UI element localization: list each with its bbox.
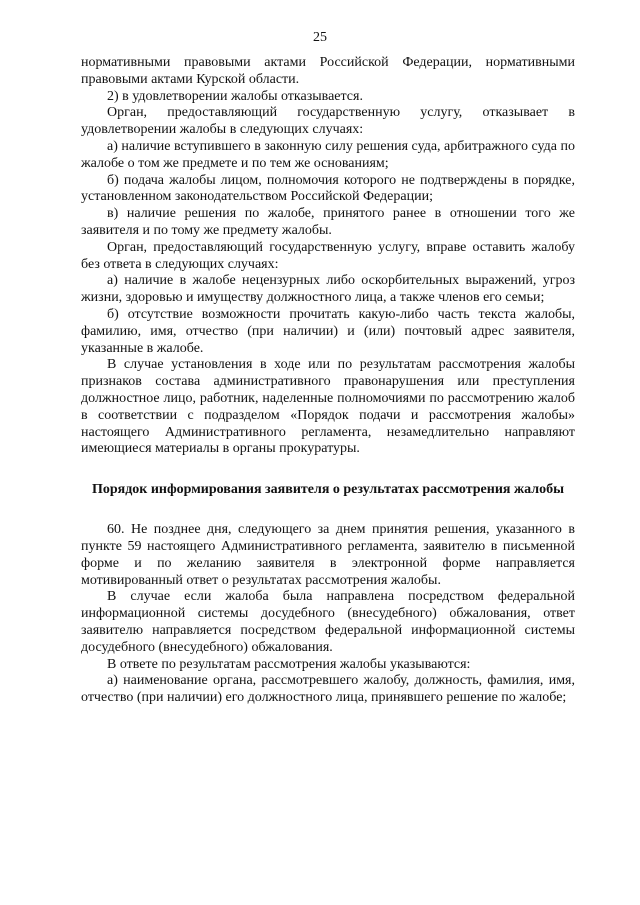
paragraph: В случае если жалоба была направлена посредством федеральной информационной системы досудебного (внесудебного) обжалования, ответ заявителю направляется посредством федеральной информационной системы досудебного (внесудебного) обжалования. — [81, 589, 575, 655]
paragraph: Орган, предоставляющий государственную услугу, вправе оставить жалобу без ответа в следующих случаях: — [81, 239, 575, 272]
paragraph: а) наличие вступившего в законную силу решения суда, арбитражного суда по жалобе о том же предмете и по тем же основаниям; — [81, 138, 575, 171]
paragraph: Орган, предоставляющий государственную услугу, отказывает в удовлетворении жалобы в следующих случаях: — [81, 105, 575, 138]
paragraph: В ответе по результатам рассмотрения жалобы указываются: — [107, 656, 471, 672]
section-heading: Порядок информирования заявителя о результатах рассмотрения жалобы — [91, 482, 565, 498]
paragraph: в) наличие решения по жалобе, принятого ранее в отношении того же заявителя и по тому же предмету жалобы. — [81, 206, 575, 238]
paragraph: б) отсутствие возможности прочитать какую-либо часть текста жалобы, фамилию, имя, отчество (при наличии) и (или) почтовый адрес заявителя, указанные в жалобе. — [81, 306, 575, 356]
paragraph: а) наличие в жалобе нецензурных либо оскорбительных выражений, угроз жизни, здоровью и имуществу должностного лица, а также членов его семьи; — [81, 273, 575, 306]
document-body — [81, 55, 575, 707]
page-number: 25 — [313, 30, 327, 45]
paragraph: В случае установления в ходе или по результатам рассмотрения жалобы признаков состава административного правонарушения или преступления должностное лицо, работник, наделенные полномочиями по рассмотрению жалоб в соответствии с подразделом «Порядок подачи и рассмотрения жалобы» настоящего Административного регламента, незамедлительно направляют имеющиеся материалы в органы прокуратуры. — [81, 357, 575, 457]
paragraph: нормативными правовыми актами Российской Федерации, нормативными правовыми актами Курской области. — [81, 55, 575, 87]
paragraph: 60. Не позднее дня, следующего за днем принятия решения, указанного в пункте 59 настоящего Административного регламента, заявителю в письменной форме и по желанию заявителя в электронной форме направляется мотивированный ответ о результатах рассмотрения жалобы. — [81, 522, 575, 588]
paragraph: б) подача жалобы лицом, полномочия которого не подтверждены в порядке, установленном законодательством Российской Федерации; — [81, 172, 575, 205]
paragraph: а) наименование органа, рассмотревшего жалобу, должность, фамилия, имя, отчество (при наличии) его должностного лица, принявшего решение по жалобе; — [81, 673, 575, 706]
paragraph: 2) в удовлетворении жалобы отказывается. — [107, 88, 363, 104]
